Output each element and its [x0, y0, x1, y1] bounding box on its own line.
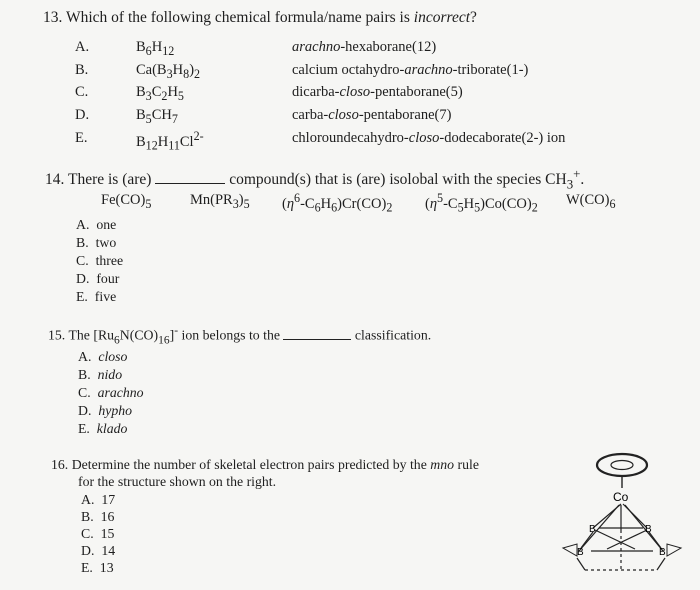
cp-ring [597, 454, 647, 476]
q13-option-e-name: chloroundecahydro-closo-dodecaborate(2-) ion [292, 130, 566, 146]
b-atom-label-upper-right: B [645, 524, 652, 535]
q13-option-c-name: dicarba-closo-pentaborane(5) [292, 84, 463, 100]
q13-option-a-formula: $B_6H_{12}$ [136, 39, 175, 58]
b-atom-label-lower-right: B [659, 547, 666, 558]
q15-option-d: D. hypho [78, 403, 133, 418]
b-atom-label-upper-left: B [589, 524, 596, 535]
q14-species-fe-co-5: $Fe(CO)_5$ [101, 192, 152, 211]
metallacarborane-structure [555, 448, 690, 583]
q14-option-d: D. four [76, 271, 120, 286]
b-atom-label-lower-left: B [577, 547, 584, 558]
q16-question-line-2: for the structure shown on the right. [78, 474, 277, 489]
q14-option-e: E. five [76, 289, 117, 304]
cage-bonds [577, 504, 665, 570]
q14-answer-blank [155, 182, 225, 184]
q13-option-d-letter: D. [75, 107, 90, 123]
q15-option-c: C. arachno [78, 385, 144, 400]
q14-option-c: C. three [76, 253, 124, 268]
q13-option-b-formula: $Ca(B_3H_8)_2$ [136, 62, 201, 81]
q13-option-b-letter: B. [75, 62, 89, 78]
q14-species-mn-pr3-5: $Mn(PR_3)_5$ [190, 192, 250, 211]
q16-option-c: C. 15 [81, 526, 115, 541]
q13-option-a-name: arachno-hexaborane(12) [292, 39, 437, 55]
q15-option-e: E. klado [78, 421, 128, 436]
q14-species-w-co-6: $W(CO)_6$ [566, 192, 616, 211]
q16-option-a: A. 17 [81, 492, 116, 507]
q13-option-c-letter: C. [75, 84, 89, 100]
q13-option-d-name: carba-closo-pentaborane(7) [292, 107, 452, 123]
q15-option-a: A. closo [78, 349, 128, 364]
q13-option-c-formula: $B_3C_2H_5$ [136, 84, 184, 103]
q14-option-b: B. two [76, 235, 117, 250]
q16-option-d: D. 14 [81, 543, 116, 558]
q16-option-e: E. 13 [81, 560, 114, 575]
wedge-left [563, 544, 577, 556]
q16-option-b: B. 16 [81, 509, 115, 524]
q14-species-benzene-chromium: $(\eta^6-C_6H_6)Cr(CO)_2$ [282, 191, 393, 215]
q16-question-line-1: 16. Determine the number of skeletal electron pairs predicted by the mno rule [51, 457, 479, 472]
q13-option-d-formula: $B_5CH_7$ [136, 107, 178, 126]
q15-option-b: B. nido [78, 367, 123, 382]
q13-option-e-formula: $B_{12}H_{11}Cl^{2-}$ [136, 129, 204, 153]
q13-question: 13. Which of the following chemical formula/name pairs is incorrect? [43, 9, 477, 26]
co-atom-label: Co [613, 490, 629, 504]
cp-ring-inner [611, 461, 633, 470]
q14-option-a: A. one [76, 217, 117, 232]
q15-answer-blank [283, 338, 351, 340]
wedge-right [667, 544, 681, 556]
q13-option-a-letter: A. [75, 39, 90, 55]
q13-option-b-name: calcium octahydro-arachno-triborate(1-) [292, 62, 529, 78]
q15-question: 15. The $[Ru_6N(CO)_{16}]^-$ ion belongs to the classification. [48, 325, 432, 347]
q14-question: 14. There is (are) compound(s) that is (are) isolobal with the species $CH_3^+$. [45, 166, 585, 192]
q13-option-e-letter: E. [75, 130, 88, 146]
q14-species-cp-cobalt: $(\eta^5-C_5H_5)Co(CO)_2$ [425, 191, 538, 215]
